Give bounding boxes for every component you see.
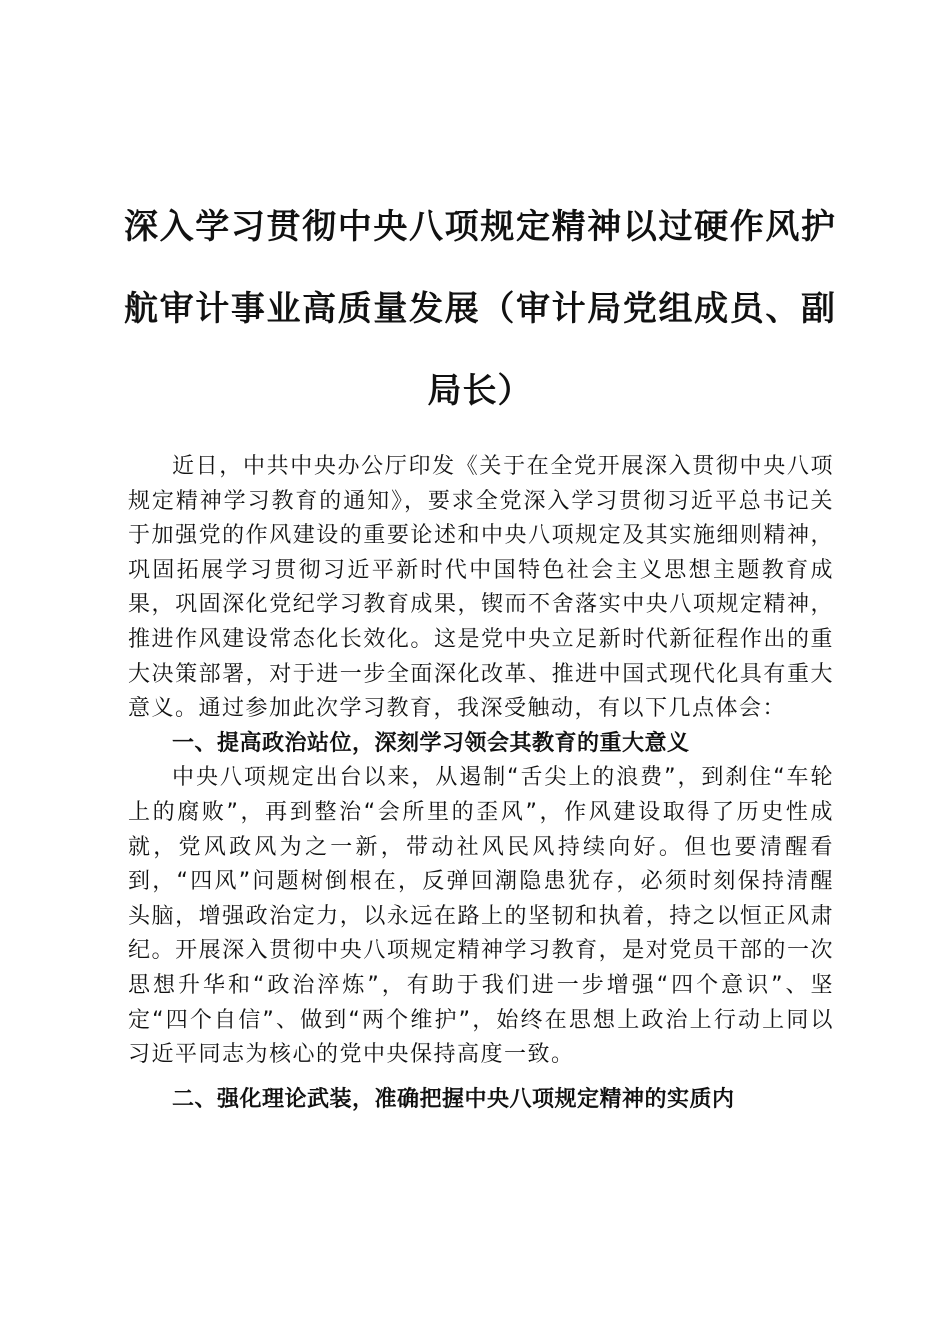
section-1-paragraph: 中央八项规定出台以来，从遏制“舌尖上的浪费”，到刹住“车轮上的腐败”，再到整治“会所里的歪风”，作风建设取得了历史性成就，党风政风为之一新，带动社风民风持续向好。但也要清醒看到，“四风”问题树倒根在，反弹回潮隐患犹存，必须时刻保持清醒头脑，增强政治定力，以永远在路上的坚韧和执着，持之以恒正风肃纪。开展深入贯彻中央八项规定精神学习教育，是对党员干部的一次思想升华和“政治淬炼”，有助于我们进一步增强“四个意识”、坚定“四个自信”、做到“两个维护”，始终在思想上政治上行动上同以习近平同志为核心的党中央保持高度一致。 [128,765,834,1068]
document-body [128,450,834,1117]
section-2-heading: 二、强化理论武装，准确把握中央八项规定精神的实质内 [172,1086,735,1112]
section-1-heading: 一、提高政治站位，深刻学习领会其教育的重大意义 [172,730,690,756]
intro-paragraph: 近日，中共中央办公厅印发《关于在全党开展深入贯彻中央八项规定精神学习教育的通知》，要求全党深入学习贯彻习近平总书记关于加强党的作风建设的重要论述和中央八项规定及其实施细则精神，巩固拓展学习贯彻习近平新时代中国特色社会主义思想主题教育成果，巩固深化党纪学习教育成果，锲而不舍落实中央八项规定精神，推进作风建设常态化长效化。这是党中央立足新时代新征程作出的重大决策部署，对于进一步全面深化改革、推进中国式现代化具有重大意义。通过参加此次学习教育，我深受触动，有以下几点体会： [128,454,834,722]
document-title: 深入学习贯彻中央八项规定精神以过硬作风护航审计事业高质量发展（审计局党组成员、副局长） [124,207,836,411]
